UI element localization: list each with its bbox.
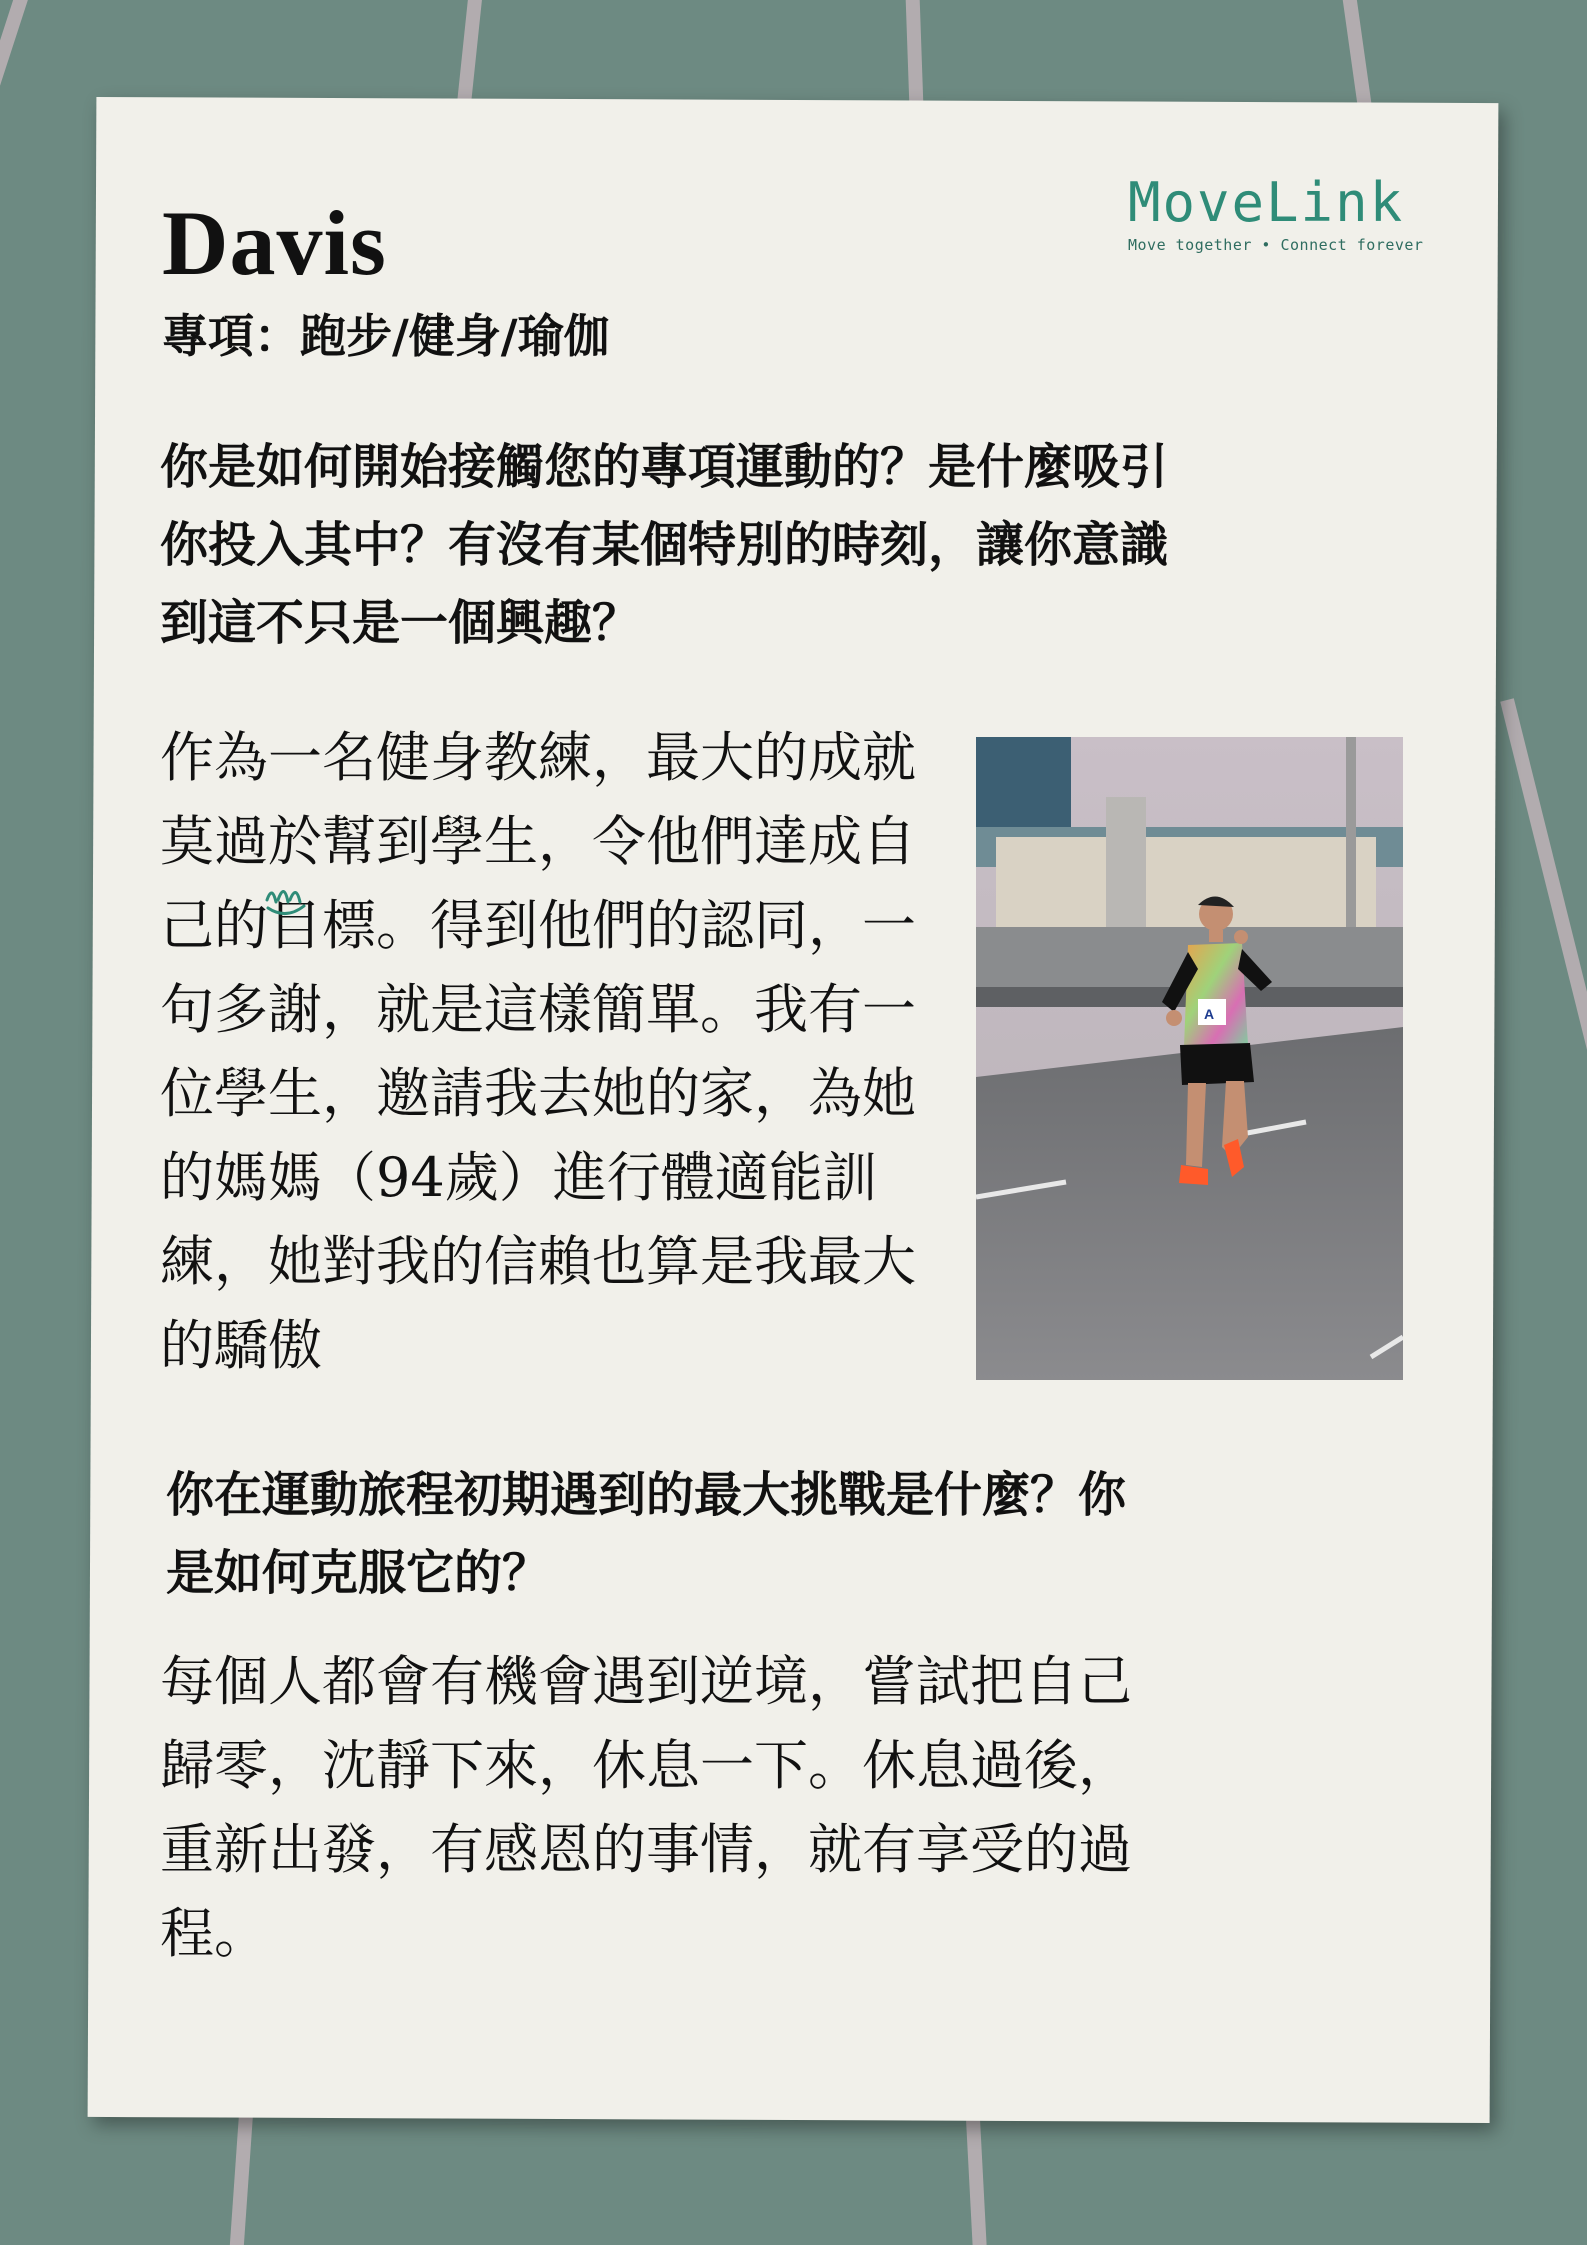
bib-letter: A xyxy=(1204,1006,1215,1022)
lane-line xyxy=(456,0,484,110)
profile-specialty: 專項：跑步/健身/瑜伽 xyxy=(162,309,610,363)
hand-doodle-icon xyxy=(262,880,312,920)
movelink-logo xyxy=(1128,171,1448,254)
lane-line xyxy=(1340,0,1372,110)
answer-1: 作為一名健身教練，最大的成就莫過於幫到學生，令他們達成自己的目標。得到他們的認同，一句多謝，就是這樣簡單。我有一位學生，邀請我去她的家，為她的媽媽（94歲）進行體適能訓練，她對我的信賴也算是我最大的驕傲 xyxy=(160,726,916,1377)
profile-name: Davis xyxy=(162,192,387,294)
question-2: 你在運動旅程初期遇到的最大挑戰是什麼？你是如何克服它的？ xyxy=(166,1467,1127,1601)
lane-line xyxy=(229,2100,254,2245)
answer-2: 每個人都會有機會遇到逆境，嘗試把自己歸零，沈靜下來，休息一下。休息過後，重新出發，有感恩的事情，就有享受的過程。 xyxy=(160,1650,1132,1965)
logo-tagline: Move together • Connect forever xyxy=(1128,236,1424,254)
runner-photo-illustration xyxy=(976,737,1403,1380)
logo-title: MoveLink xyxy=(1128,171,1405,234)
question-1: 你是如何開始接觸您的專項運動的？是什麼吸引你投入其中？有沒有某個特別的時刻，讓你意識到這不只是一個興趣？ xyxy=(160,439,1169,651)
lane-line xyxy=(0,0,34,267)
lane-line xyxy=(905,0,924,110)
lane-line xyxy=(965,2100,987,2245)
runner-photo xyxy=(976,737,1403,1380)
lane-line xyxy=(1500,698,1587,2060)
